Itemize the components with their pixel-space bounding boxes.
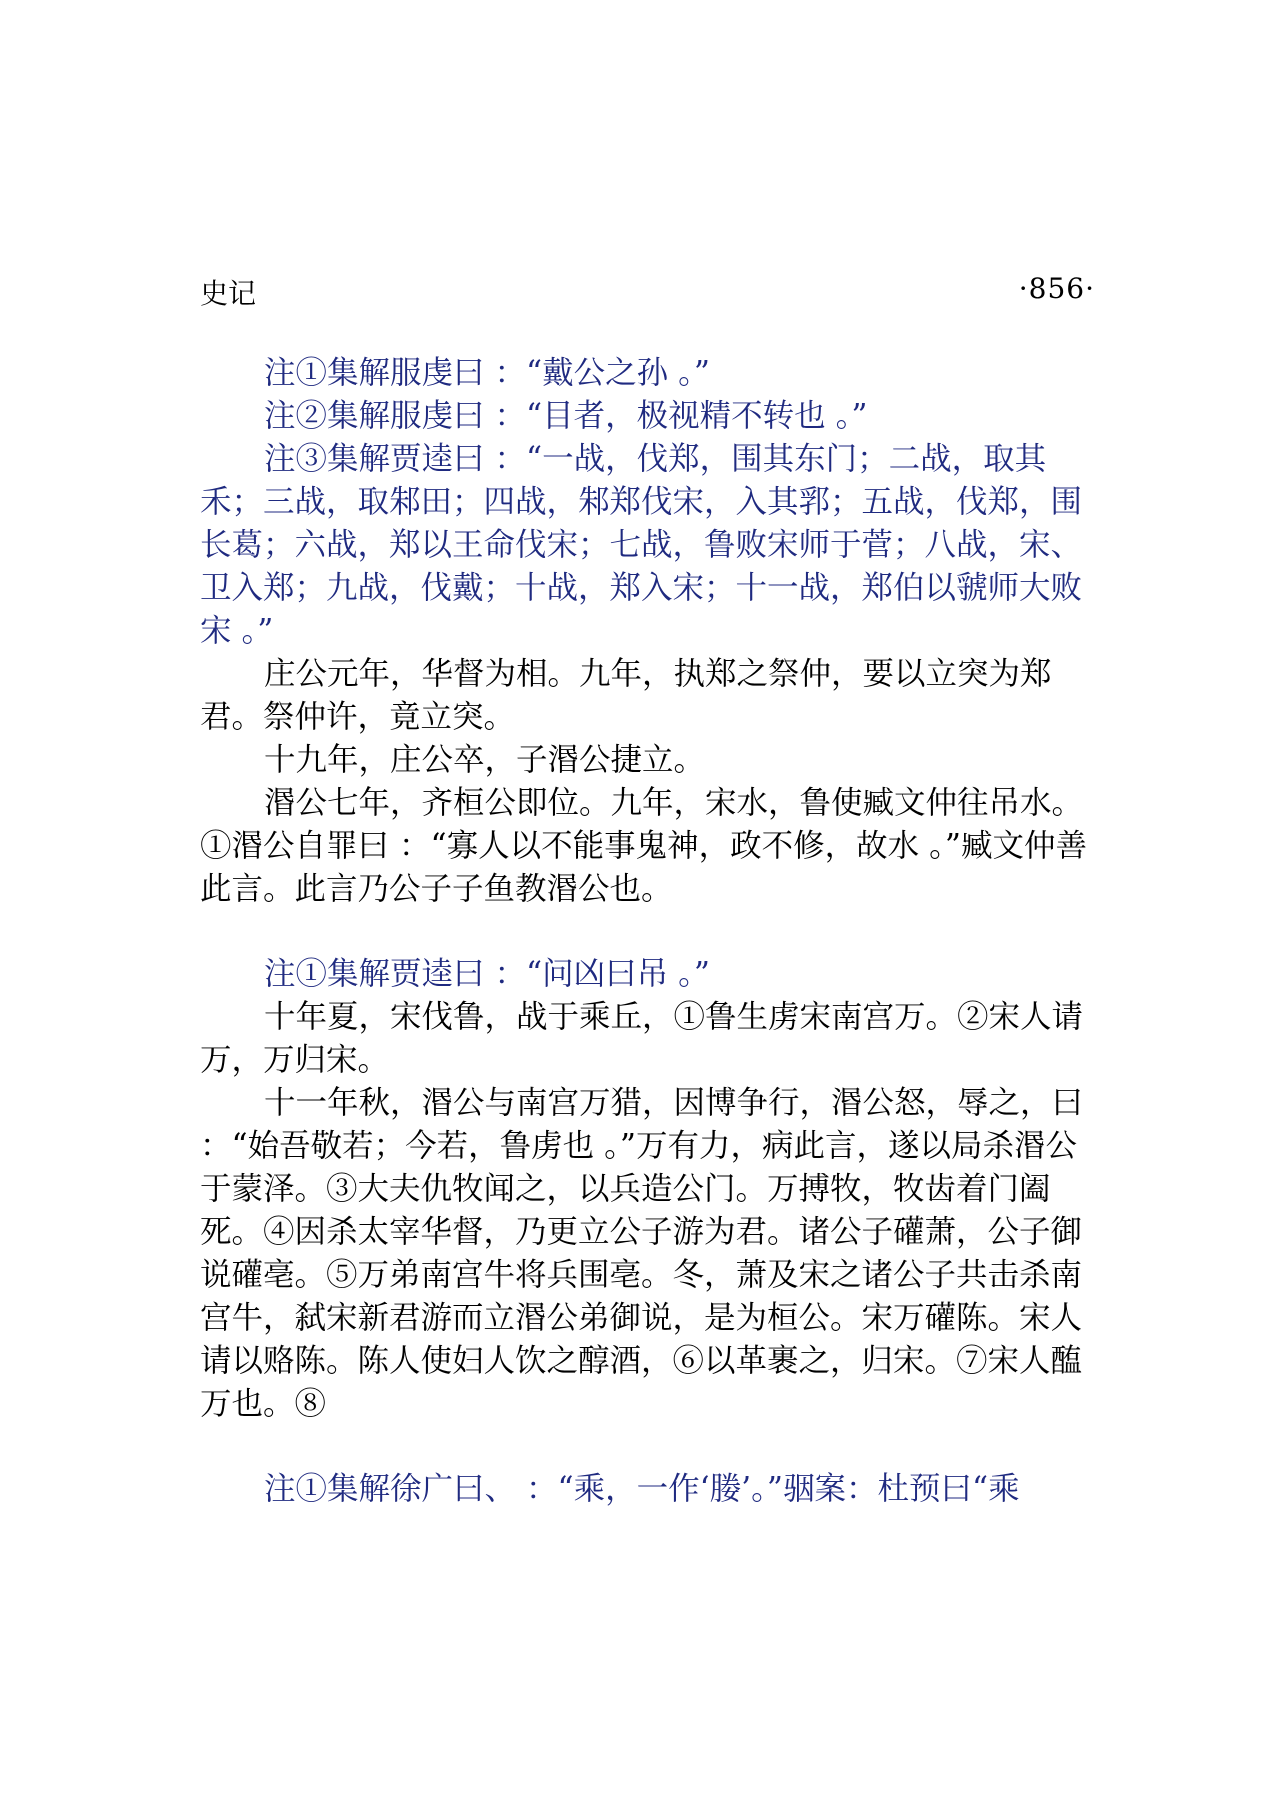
main-text-paragraph: 十年夏，宋伐鲁，战于乘丘，①鲁生虏宋南宫万。②宋人请万，万归宋。 — [200, 999, 1084, 1078]
main-text-paragraph: 十九年，庄公卒，子湣公捷立。 — [264, 742, 706, 778]
book-title: 史记 — [200, 277, 257, 310]
annotation-paragraph: 注①集解服虔曰 ：“戴公之孙 。” — [264, 355, 710, 391]
main-text-paragraph: 湣公七年，齐桓公即位。九年，宋水，鲁使臧文仲往吊水。①湣公自罪曰 ：“寡人以不能事鬼神，政不修，故水 。”臧文仲善此言。此言乃公子子鱼教湣公也。 — [200, 785, 1087, 907]
page-body — [200, 352, 1120, 1511]
page-number: ·856· — [1018, 272, 1095, 305]
main-text-paragraph: 十一年秋，湣公与南宫万猎，因博争行，湣公怒，辱之，曰 ：“始吾敬若；今若，鲁虏也 。”万有力，病此言，遂以局杀湣公于蒙泽。③大夫仇牧闻之，以兵造公门。万搏牧，牧齿着门阖死。④因杀太宰华督，乃更立公子游为君。诸公子礶萧，公子御说礶亳。⑤万弟南宫牛将兵围亳。冬，萧及宋之诸公子共击杀南宫牛，弑宋新君游而立湣公弟御说，是为桓公。宋万礶陈。宋人请以赂陈。陈人使妇人饮之醇酒，⑥以革裹之，归宋。⑦宋人醢万也。⑧ — [200, 1085, 1084, 1422]
running-head — [200, 272, 1095, 312]
main-text-paragraph: 庄公元年，华督为相。九年，执郑之祭仲，要以立突为郑君。祭仲许，竟立突。 — [200, 656, 1052, 735]
annotation-paragraph: 注①集解徐广曰、 ：“乘，一作‘媵’。”骃案：杜预曰“乘 — [264, 1471, 1020, 1507]
annotation-paragraph: 注②集解服虔曰 ：“目者，极视精不转也 。” — [264, 398, 868, 434]
annotation-paragraph: 注③集解贾逵曰 ：“一战，伐郑，围其东门；二战，取其禾；三战，取邾田；四战，邾郑伐宋，入其郛；五战，伐郑，围长葛；六战，郑以王命伐宋；七战，鲁败宋师于菅；八战，宋、卫入郑；九战，伐戴；十战，郑入宋；十一战，郑伯以虢师大败宋 。” — [200, 441, 1083, 649]
annotation-paragraph: 注①集解贾逵曰 ：“问凶曰吊 。” — [264, 956, 710, 992]
